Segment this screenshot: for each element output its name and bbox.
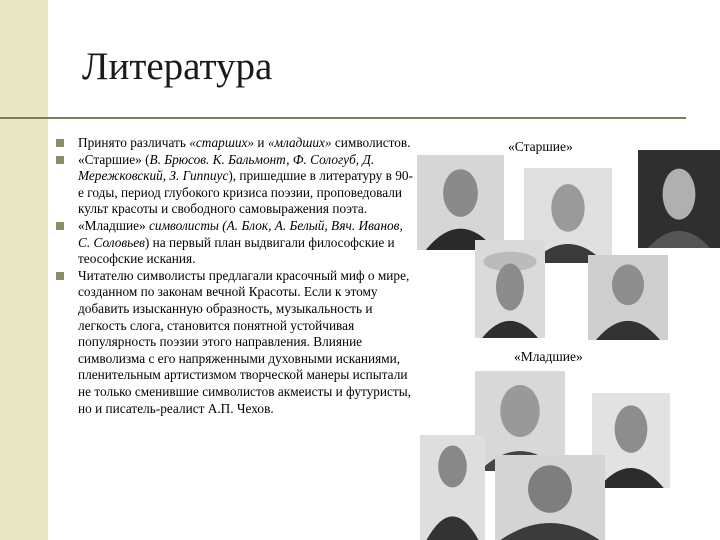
title-divider — [0, 117, 686, 119]
caption-younger: «Младшие» — [514, 349, 583, 364]
bullet-text — [78, 268, 411, 416]
bullet-run: ), пришедшие в литературу в 90-е годы, период глубокого кризиса поэзии, проповедовали культ красоты и свободного самовыражения поэта. — [78, 168, 413, 217]
portrait-photo — [475, 240, 545, 338]
bullet-run: Читателю символисты предлагали красочный миф о мире, созданном по законам вечной Красоты. Если к этому добавить изысканную образность, музыкальность и легкость слога, становится понятной устойчивая популярность поэзии этого направления. Влияние символизма с его напряженными духовными исканиями, пленительным артистизмом творческой манеры испытали не только сменившие символистов акмеисты и футуристы, но и писатель-реалист А.П. Чехов. — [78, 267, 412, 416]
bullet-text — [78, 152, 413, 217]
bullet-marker-icon — [56, 156, 64, 164]
bullet-text — [78, 135, 411, 150]
bullet-run: Принято различать — [78, 135, 190, 150]
portrait-photo — [495, 455, 605, 540]
bullet-item — [56, 218, 416, 268]
portrait-photo — [588, 255, 668, 340]
portrait-photo — [417, 155, 504, 250]
bullet-item — [56, 268, 416, 417]
bullet-italic-run: «младших» — [267, 135, 332, 150]
bullet-run: и — [254, 135, 268, 150]
bullet-marker-icon — [56, 222, 64, 230]
portrait-photo — [420, 435, 485, 540]
bullet-run: «Младшие» — [78, 217, 150, 233]
bullet-run: символистов. — [331, 135, 411, 150]
left-decor-band — [0, 0, 48, 540]
bullet-run: ) на первый план выдвигали философские и теософские искания. — [78, 234, 395, 267]
bullet-item — [56, 152, 416, 218]
bullet-marker-icon — [56, 272, 64, 280]
bullet-marker-icon — [56, 139, 64, 147]
bullet-run: «Старшие» ( — [78, 151, 150, 167]
bullet-text — [78, 218, 403, 266]
bullet-italic-run: символисты (А. Блок, А. Белый, Вяч. Иванов, С. Соловьев — [78, 217, 403, 250]
caption-elder: «Старшие» — [508, 139, 573, 154]
bullet-list — [56, 135, 416, 417]
bullet-item — [56, 135, 416, 152]
bullet-italic-run: «старших» — [189, 135, 255, 150]
slide-title: Литература — [82, 45, 273, 88]
portrait-photo — [638, 150, 720, 248]
bullet-italic-run: В. Брюсов. К. Бальмонт, Ф. Сологуб, Д. Мережковский, З. Гиппиус — [78, 151, 375, 184]
